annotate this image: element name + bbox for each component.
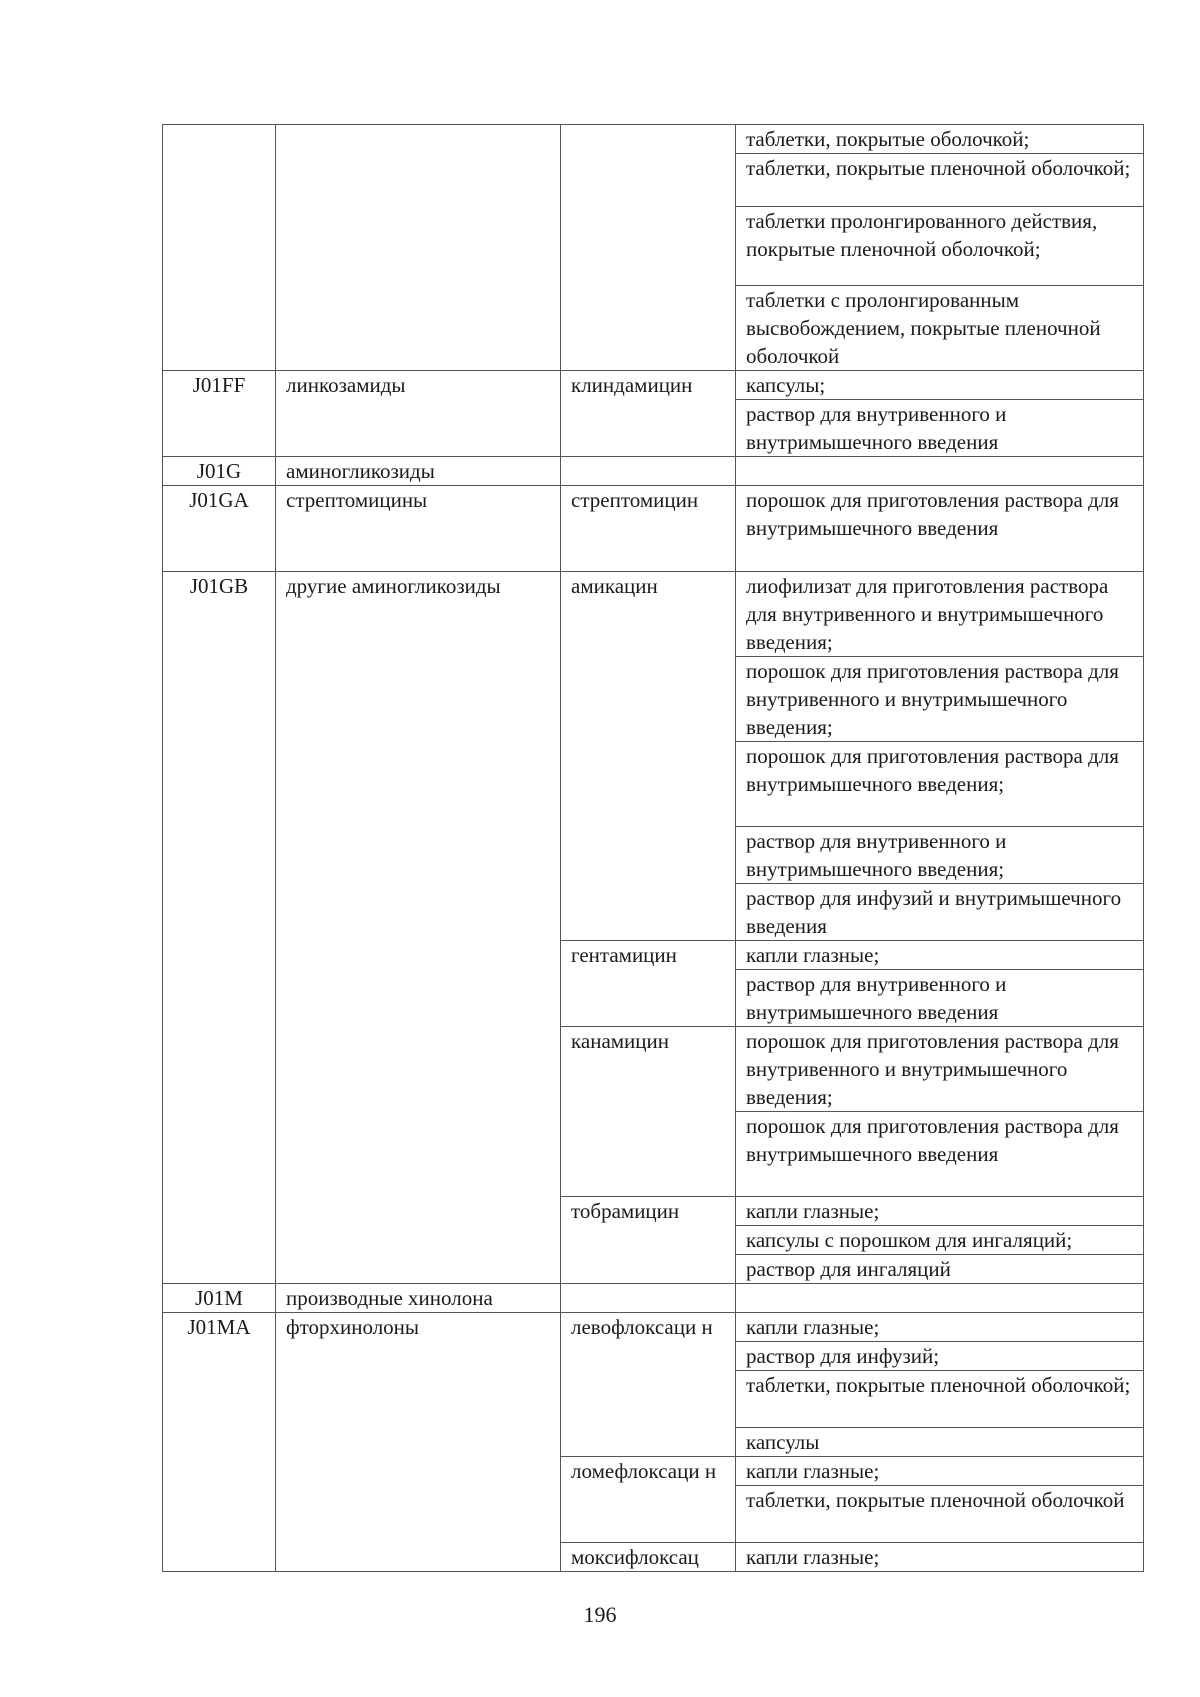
table-row <box>163 125 1144 154</box>
dosage-form-cell: капли глазные; <box>736 1543 1144 1572</box>
drug-cell: амикацин <box>561 572 736 941</box>
group-cell: производные хинолона <box>276 1284 561 1313</box>
table-row <box>163 486 1144 572</box>
atc-code-cell: J01GA <box>163 486 276 572</box>
dosage-form-cell: порошок для приготовления раствора для внутримышечного введения <box>736 1112 1144 1197</box>
dosage-form-cell: раствор для внутривенного и внутримышечного введения <box>736 970 1144 1027</box>
dosage-form-cell: раствор для ингаляций <box>736 1255 1144 1284</box>
drug-cell: клиндамицин <box>561 371 736 457</box>
atc-code-cell: J01MA <box>163 1313 276 1572</box>
drug-cell: левофлоксаци н <box>561 1313 736 1457</box>
dosage-form-cell: капли глазные; <box>736 1197 1144 1226</box>
dosage-form-cell: капли глазные; <box>736 1313 1144 1342</box>
group-cell: фторхинолоны <box>276 1313 561 1572</box>
table-row <box>163 1313 1144 1342</box>
page-number: 196 <box>583 1602 617 1627</box>
dosage-form-cell: таблетки, покрытые пленочной оболочкой; <box>736 1371 1144 1428</box>
dosage-form-cell: капсулы <box>736 1428 1144 1457</box>
dosage-form-cell: раствор для инфузий; <box>736 1342 1144 1371</box>
medication-table-body <box>163 125 1144 1572</box>
dosage-form-cell: капсулы с порошком для ингаляций; <box>736 1226 1144 1255</box>
table-row <box>163 1284 1144 1313</box>
drug-cell: канамицин <box>561 1027 736 1197</box>
dosage-form-cell: капли глазные; <box>736 1457 1144 1486</box>
drug-cell <box>561 457 736 486</box>
atc-code-cell: J01G <box>163 457 276 486</box>
drug-cell: ломефлоксаци н <box>561 1457 736 1543</box>
table-row <box>163 371 1144 400</box>
dosage-form-cell: раствор для внутривенного и внутримышечного введения; <box>736 827 1144 884</box>
dosage-form-cell <box>736 1284 1144 1313</box>
dosage-form-cell: раствор для инфузий и внутримышечного введения <box>736 884 1144 941</box>
dosage-form-cell: лиофилизат для приготовления раствора для внутривенного и внутримышечного введения; <box>736 572 1144 657</box>
group-cell <box>276 125 561 371</box>
dosage-form-cell: капли глазные; <box>736 941 1144 970</box>
dosage-form-cell: таблетки с пролонгированным высвобождением, покрытые пленочной оболочкой <box>736 286 1144 371</box>
dosage-form-cell: таблетки, покрытые оболочкой; <box>736 125 1144 154</box>
group-cell: стрептомицины <box>276 486 561 572</box>
dosage-form-cell: капсулы; <box>736 371 1144 400</box>
atc-code-cell: J01M <box>163 1284 276 1313</box>
dosage-form-cell: таблетки, покрытые пленочной оболочкой; <box>736 154 1144 207</box>
dosage-form-cell: порошок для приготовления раствора для внутримышечного введения <box>736 486 1144 572</box>
dosage-form-cell: порошок для приготовления раствора для внутривенного и внутримышечного введения; <box>736 657 1144 742</box>
drug-cell: стрептомицин <box>561 486 736 572</box>
dosage-form-cell: раствор для внутривенного и внутримышечного введения <box>736 400 1144 457</box>
medication-table <box>162 124 1144 1572</box>
group-cell: другие аминогликозиды <box>276 572 561 1284</box>
table-row <box>163 457 1144 486</box>
atc-code-cell: J01GB <box>163 572 276 1284</box>
dosage-form-cell: порошок для приготовления раствора для внутримышечного введения; <box>736 742 1144 827</box>
drug-cell: моксифлоксац <box>561 1543 736 1572</box>
drug-cell: тобрамицин <box>561 1197 736 1284</box>
dosage-form-cell: таблетки пролонгированного действия, покрытые пленочной оболочкой; <box>736 207 1144 286</box>
dosage-form-cell: таблетки, покрытые пленочной оболочкой <box>736 1486 1144 1543</box>
atc-code-cell <box>163 125 276 371</box>
atc-code-cell: J01FF <box>163 371 276 457</box>
drug-cell <box>561 1284 736 1313</box>
table-row <box>163 572 1144 657</box>
drug-cell: гентамицин <box>561 941 736 1027</box>
dosage-form-cell: порошок для приготовления раствора для внутривенного и внутримышечного введения; <box>736 1027 1144 1112</box>
group-cell: линкозамиды <box>276 371 561 457</box>
dosage-form-cell <box>736 457 1144 486</box>
drug-cell <box>561 125 736 371</box>
group-cell: аминогликозиды <box>276 457 561 486</box>
